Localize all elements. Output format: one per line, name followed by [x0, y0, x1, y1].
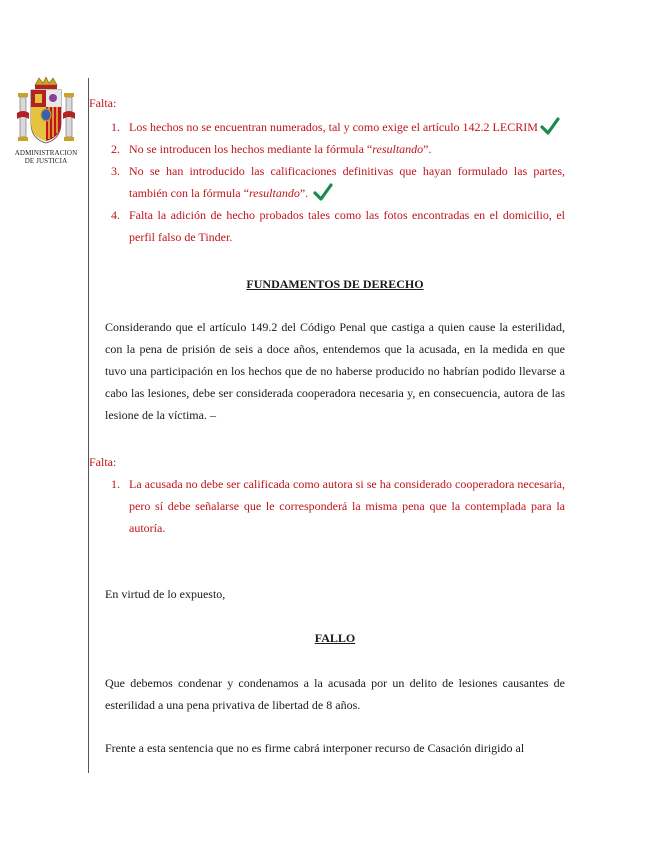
- falta-list-2: [105, 473, 565, 539]
- falta1-item-2: [105, 138, 565, 160]
- item-number: 3.: [111, 164, 120, 178]
- item-number: 1.: [111, 120, 120, 134]
- item-number: 2.: [111, 142, 120, 156]
- falta1-item-3: [105, 160, 565, 204]
- administracion-de-justicia-logo: [10, 75, 82, 175]
- fundamentos-heading: FUNDAMENTOS DE DERECHO: [246, 277, 424, 291]
- checkmark-icon: [313, 183, 333, 201]
- falta1-item-1: [105, 116, 565, 138]
- item-text-italic: resultando: [372, 142, 424, 156]
- logo-text-line2: DE JUSTICIA: [24, 157, 68, 165]
- item-text: Falta la adición de hecho probados tales como las fotos encontradas en el domicilio, el perfil falso de Tinder.: [129, 208, 565, 244]
- item-number: 1.: [111, 477, 120, 491]
- frente-paragraph: Frente a esta sentencia que no es firme cabrá interponer recurso de Casación dirigido al: [105, 741, 525, 755]
- item-text-after: ”.: [423, 142, 432, 156]
- item-text-before: No se introducen los hechos mediante la fórmula “: [129, 142, 373, 156]
- fallo-heading: FALLO: [314, 631, 356, 645]
- margin-line: [88, 78, 89, 773]
- item-text-after: ”.: [299, 186, 309, 200]
- fallo-paragraph: Que debemos condenar y condenamos a la acusada por un delito de lesiones causantes de esterilidad a una pena privativa de libertad de 8 años.: [105, 676, 565, 712]
- checkmark-icon: [540, 117, 560, 135]
- item-text: Los hechos no se encuentran numerados, tal y como exige el artículo 142.2 LECRIM: [129, 120, 538, 134]
- item-text-italic: resultando: [248, 186, 300, 200]
- falta1-item-4: [105, 204, 565, 248]
- fundamentos-paragraph: Considerando que el artículo 149.2 del Código Penal que castiga a quien cause la esterilidad, con la pena de prisión de seis a doce años, entendemos que la acusada, en la medida en que tuvo una participación en los hechos que de no haberse producido no habrían podido llevarse a cabo las lesiones, debe ser considerada cooperadora necesaria y, en consecuencia, autora de las lesione de la víctima. –: [105, 320, 565, 422]
- item-text: La acusada no debe ser calificada como autora si se ha considerado cooperadora necesaria, pero sí debe señalarse que le corresponderá la misma pena que la contemplada para la autoría.: [129, 477, 565, 535]
- coat-of-arms-icon: [15, 75, 77, 147]
- falta-label-1: Falta:: [89, 96, 117, 110]
- logo-text-line1: ADMINISTRACION: [14, 149, 78, 157]
- falta-label-2: Falta:: [89, 455, 117, 469]
- falta-list-1: [105, 116, 565, 248]
- item-text-before: No se han introducido las calificaciones definitivas que hayan formulado las partes, también con la fórmula “: [129, 164, 565, 200]
- falta2-item-1: [105, 473, 565, 539]
- item-number: 4.: [111, 208, 120, 222]
- virtud-paragraph: En virtud de lo expuesto,: [105, 587, 226, 601]
